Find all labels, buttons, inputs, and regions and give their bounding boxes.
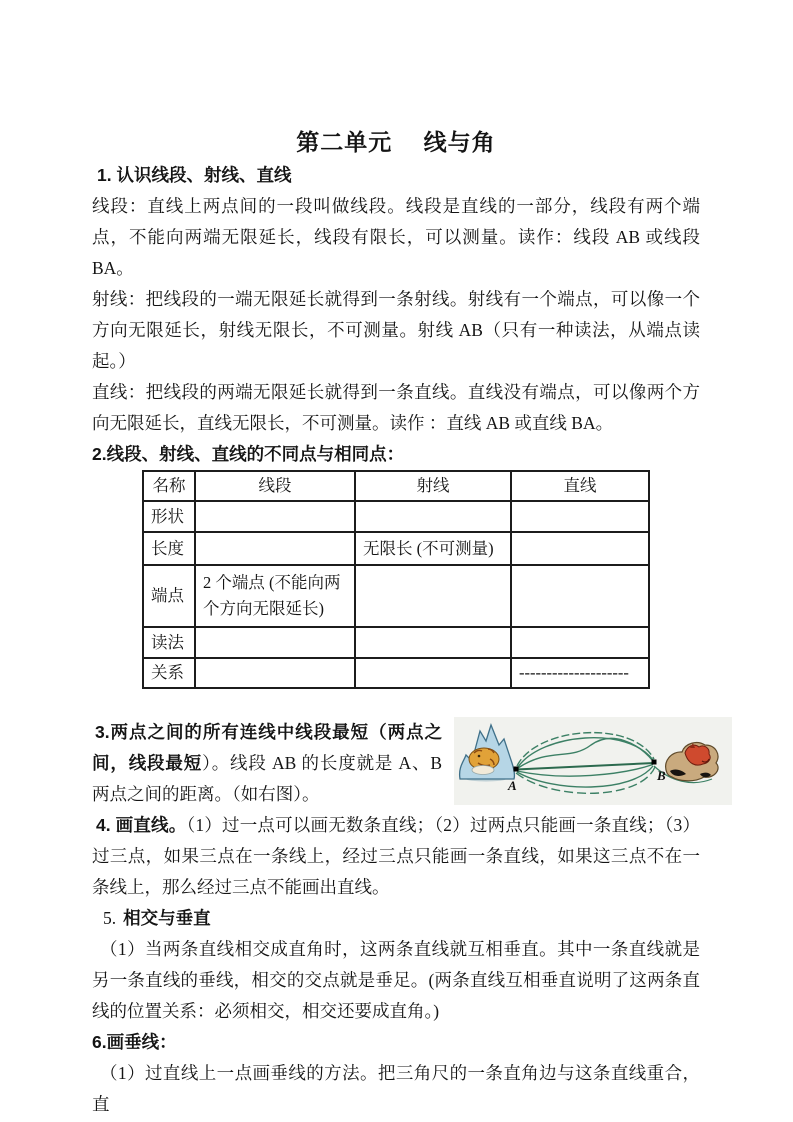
section6-heading: 6.画垂线： xyxy=(92,1032,177,1052)
section3-regular-text: ）。线段 AB 的长度就是 A、B 两点之间的距离。（如右图）。 xyxy=(92,753,443,804)
table-row-relation xyxy=(143,658,649,688)
table-cell xyxy=(195,532,355,565)
table-cell xyxy=(511,565,649,627)
point-b-marker xyxy=(652,760,657,765)
table-row-shape xyxy=(143,501,649,532)
section5-paragraph: （1）当两条直线相交成直角时，这两条直线就互相垂直。其中一条直线就是另一条直线的垂线，相交的交点就是垂足。(两条直线互相垂直说明了这两条直线的位置关系：必须相交，相交还要成直角。) xyxy=(92,939,700,1021)
two-points-shortest-path-illustration xyxy=(454,717,732,805)
paragraph-ray: 射线：把线段的一端无限延长就得到一条射线。射线有一个端点，可以像一个方向无限延长，射线无限长，不可测量。射线 AB（只有一种读法，从端点读起。） xyxy=(92,289,700,371)
table-row-endpoints xyxy=(143,565,649,627)
table-header-row xyxy=(143,471,649,501)
point-a-marker xyxy=(514,767,519,772)
row-label: 端点 xyxy=(143,565,195,627)
row-label: 长度 xyxy=(143,532,195,565)
section6-paragraph: （1）过直线上一点画垂线的方法。把三角尺的一条直角边与这条直线重合，直 xyxy=(92,1063,700,1114)
table-cell xyxy=(511,532,649,565)
table-cell xyxy=(355,565,511,627)
table-cell xyxy=(355,627,511,658)
row-label: 形状 xyxy=(143,501,195,532)
section3-bold-text: 3.两点之间的所有连线中线段最短（两点之间，线段最短 xyxy=(92,722,442,773)
table-cell xyxy=(195,627,355,658)
table-header-name: 名称 xyxy=(143,471,195,501)
table-header-line: 直线 xyxy=(511,471,649,501)
table-cell xyxy=(195,501,355,532)
table-cell xyxy=(511,627,649,658)
point-a-label: A xyxy=(508,778,517,793)
section4-text: （1）过一点可以画无数条直线；（2）过两点只能画一条直线；（3）过三点，如果三点在一条线上，经过三点只能画一条直线，如果这三点不在一条线上，那么经过三点不能画出直线。 xyxy=(92,815,700,897)
section2-heading: 2.线段、射线、直线的不同点与相同点： xyxy=(92,444,405,464)
table-row-length xyxy=(143,532,649,565)
table-cell: -------------------- xyxy=(511,658,649,688)
table-cell xyxy=(355,501,511,532)
table-header-ray: 射线 xyxy=(355,471,511,501)
paragraph-line-segment: 线段：直线上两点间的一段叫做线段。线段是直线的一部分，线段有两个端点，不能向两端无限延长，线段有限长，可以测量。读作：线段 AB 或线段 BA。 xyxy=(92,196,700,278)
paragraph-straight-line: 直线：把线段的两端无限延长就得到一条直线。直线没有端点，可以像两个方向无限延长，直线无限长，不可测量。读作 ：直线 AB 或直线 BA。 xyxy=(92,382,700,433)
table-cell xyxy=(355,658,511,688)
section3 xyxy=(92,717,700,810)
row-label: 关系 xyxy=(143,658,195,688)
section5-number: 5. xyxy=(103,908,117,928)
section4-heading: 4. 画直线。 xyxy=(96,815,187,835)
page-title: 第二单元 线与角 xyxy=(296,129,496,155)
row-label: 读法 xyxy=(143,627,195,658)
table-cell: 无限长 (不可测量) xyxy=(355,532,511,565)
section4-paragraph xyxy=(92,810,700,903)
section1-heading: 1. 认识线段、射线、直线 xyxy=(97,165,292,185)
table-header-segment: 线段 xyxy=(195,471,355,501)
comparison-table xyxy=(142,470,650,689)
table-cell: 2 个端点 (不能向两个方向无限延长) xyxy=(195,565,355,627)
table-row-reading xyxy=(143,627,649,658)
section5-heading-text: 相交与垂直 xyxy=(123,908,211,928)
section5-heading xyxy=(92,903,700,934)
table-cell xyxy=(195,658,355,688)
point-b-label: B xyxy=(657,768,666,783)
table-cell xyxy=(511,501,649,532)
